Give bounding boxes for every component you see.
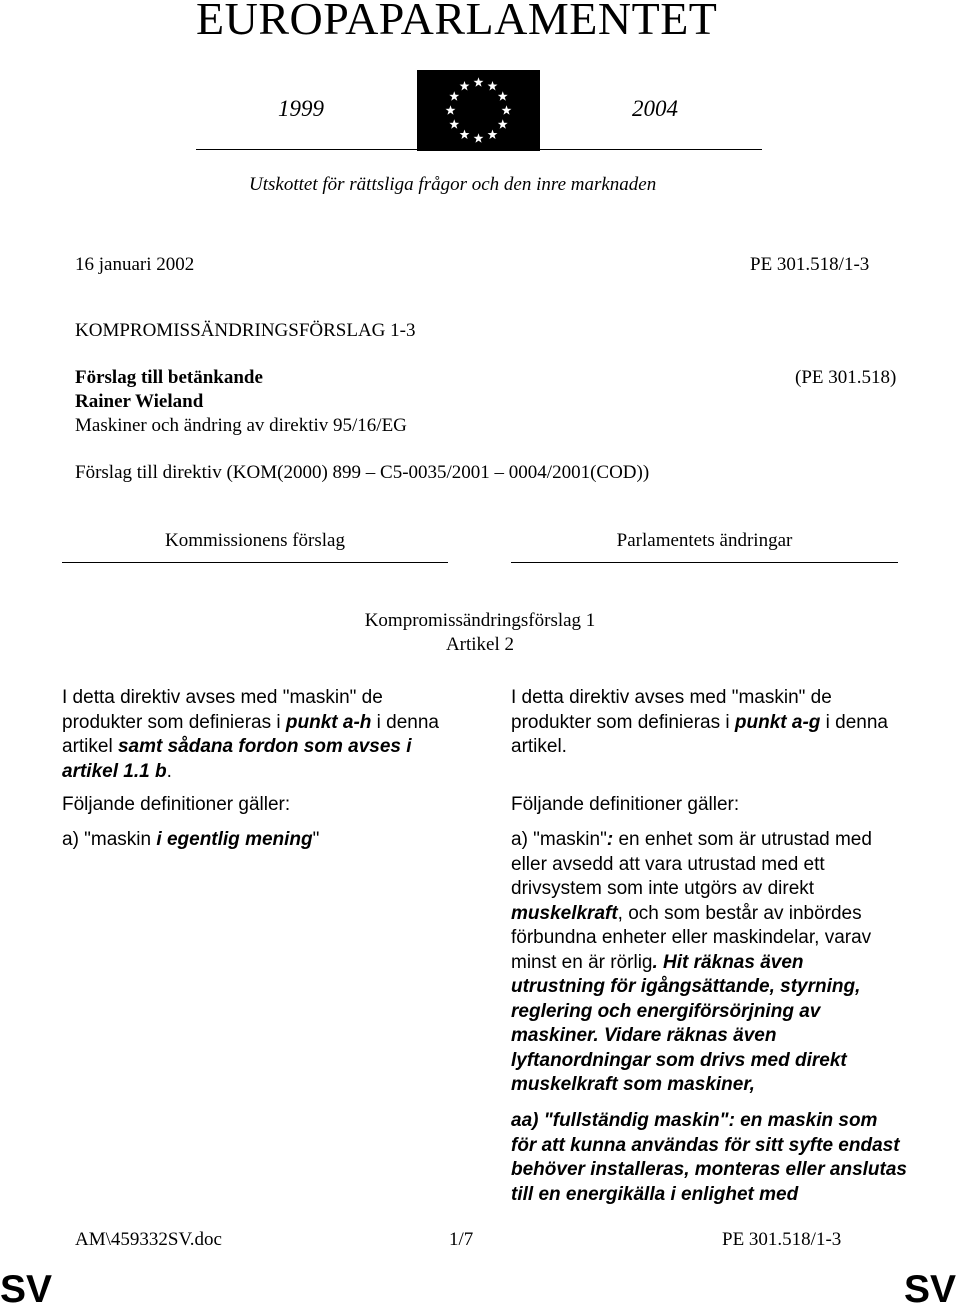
column-rule-right (511, 562, 898, 563)
rapporteur-name: Rainer Wieland (75, 391, 204, 412)
text-line: produkter som definieras i punkt a-g i denna (511, 711, 889, 733)
column-heading-parliament: Parlamentets ändringar (616, 530, 793, 551)
text-line: eller avsedd att vara utrustad med ett (511, 853, 825, 875)
footer-filename: AM\459332SV.doc (75, 1229, 222, 1250)
emphasis-text: artikel 1.1 b (62, 760, 167, 782)
emphasis-text: punkt a-h (285, 711, 372, 733)
eu-flag-icon (417, 70, 540, 151)
document-reference: PE 301.518/1-3 (750, 254, 870, 275)
text-line: a) "maskin": en enhet som är utrustad med (511, 829, 872, 850)
year-end: 2004 (632, 96, 678, 121)
commission-text-paragraph (62, 686, 439, 784)
commission-definition-a: a) "maskin i egentlig mening" (62, 829, 320, 850)
language-code-right: SV (904, 1268, 957, 1311)
text-line: muskelkraft, och som består av inbördes (511, 902, 862, 924)
parliament-definition-a (511, 828, 872, 1098)
star-icon (460, 130, 470, 139)
footer-page-number: 1/7 (449, 1229, 474, 1250)
star-icon (498, 119, 508, 128)
text-line: behöver installeras, monteras eller anslutas (511, 1159, 908, 1180)
emphasis-text: punkt a-g (734, 711, 821, 733)
header-divider (196, 149, 762, 150)
star-icon (460, 81, 470, 90)
commission-definitions-intro: Följande definitioner gäller: (62, 794, 291, 815)
proposal-reference: (PE 301.518) (795, 367, 897, 388)
text-line: utrustning för igångsättande, styrning, (511, 976, 861, 997)
text-line: I detta direktiv avses med "maskin" de (62, 687, 383, 708)
text-line: muskelkraft som maskiner, (511, 1074, 755, 1095)
article-title: Artikel 2 (445, 634, 515, 655)
eu-stars (417, 70, 540, 151)
emphasis-text: muskelkraft (511, 902, 618, 924)
column-heading-commission: Kommissionens förslag (165, 530, 345, 551)
star-icon (474, 133, 484, 142)
emphasis-text: . Hit räknas även (652, 951, 804, 973)
parliament-definitions-intro: Följande definitioner gäller: (511, 794, 740, 815)
parliament-text-paragraph (511, 686, 888, 760)
proposal-title: Förslag till betänkande (75, 367, 263, 388)
text-line: minst en är rörlig. Hit räknas även (511, 951, 804, 973)
text-line: aa) "fullständig maskin": en maskin som (511, 1110, 878, 1131)
text-line: drivsystem som inte utgörs av direkt (511, 878, 815, 899)
star-icon (488, 130, 498, 139)
text-line: artikel. (511, 736, 567, 757)
text-line: I detta direktiv avses med "maskin" de (511, 687, 832, 708)
text-line: maskiner. Vidare räknas även (511, 1025, 777, 1046)
star-icon (502, 105, 512, 114)
text-line: för att kunna användas för sitt syfte endast (511, 1134, 900, 1156)
star-icon (474, 77, 484, 86)
amendments-heading: KOMPROMISSÄNDRINGSFÖRSLAG 1-3 (75, 320, 416, 341)
column-rule-left (62, 562, 448, 563)
text-line: produkter som definieras i punkt a-h i denna (62, 711, 440, 733)
star-icon (446, 105, 456, 114)
star-icon (488, 81, 498, 90)
star-icon (449, 91, 459, 100)
parliament-definition-aa (511, 1109, 907, 1207)
org-title: EUROPAPARLAMENTET (196, 0, 718, 44)
star-icon (449, 119, 459, 128)
emphasis-text: i egentlig mening (156, 829, 313, 850)
text-line: reglering och energiförsörjning av (511, 1000, 821, 1022)
document-date: 16 januari 2002 (75, 254, 195, 275)
committee-name: Utskottet för rättsliga frågor och den inre marknaden (249, 174, 657, 195)
text-line: förbundna enheter eller maskindelar, varav (511, 927, 872, 948)
language-code-left: SV (0, 1268, 53, 1311)
text-line: till en energikälla i enlighet med (511, 1183, 799, 1205)
text-line: artikel 1.1 b. (62, 760, 172, 782)
year-start: 1999 (278, 96, 324, 121)
star-icon (498, 91, 508, 100)
text-line: artikel samt sådana fordon som avses i (62, 736, 412, 757)
text-line: lyftanordningar som drivs med direkt (511, 1049, 847, 1071)
subject-line: Maskiner och ändring av direktiv 95/16/EG (75, 415, 407, 436)
emphasis-text: samt sådana fordon som avses i (117, 736, 412, 757)
amendment-title: Kompromissändringsförslag 1 (364, 610, 596, 631)
directive-reference: Förslag till direktiv (KOM(2000) 899 – C5-0035/2001 – 0004/2001(COD)) (75, 462, 650, 483)
footer-reference: PE 301.518/1-3 (722, 1229, 842, 1250)
